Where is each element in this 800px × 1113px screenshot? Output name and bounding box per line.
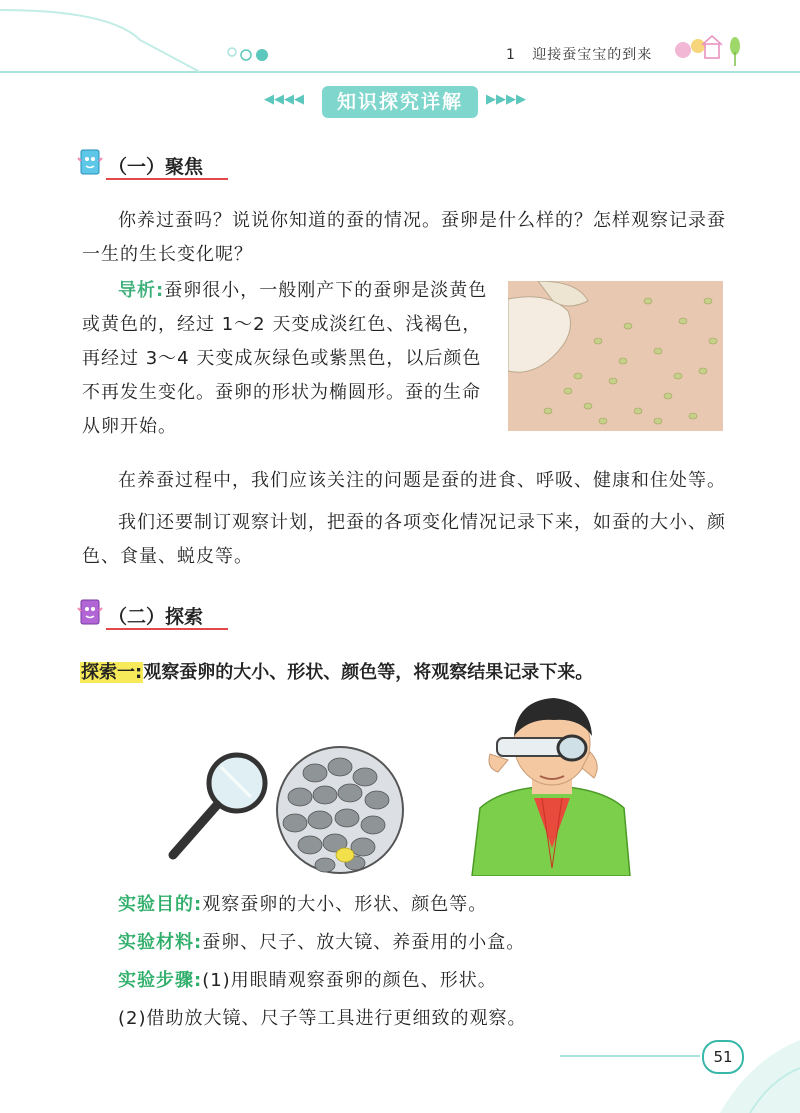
- experiment-step2: (2)借助放大镜、尺子等工具进行更细致的观察。: [118, 1008, 527, 1029]
- header-chapter: 1 迎接蚕宝宝的到来: [506, 47, 653, 63]
- banner-right-arrows: ▶▶▶▶: [486, 92, 526, 107]
- section1-title: （一）聚焦: [108, 156, 204, 178]
- section1-underline: [106, 178, 228, 180]
- materials-label: 实验材料:: [118, 932, 203, 953]
- banner-left-arrows: ◀◀◀◀: [264, 92, 304, 107]
- section2-underline: [106, 628, 228, 630]
- footer-decoration: [560, 1030, 800, 1113]
- section-banner: 知识探究详解: [322, 86, 478, 118]
- guide-label: 导析:: [118, 280, 165, 301]
- section1-para3: 我们还要制订观察计划，把蚕的各项变化情况记录下来，如蚕的大小、颜色、食量、蜕皮等。: [82, 512, 726, 567]
- materials-text: 蚕卵、尺子、放大镜、养蚕用的小盒。: [202, 932, 526, 953]
- experiment-materials: [118, 926, 738, 960]
- magnifier-illustration: [165, 745, 415, 880]
- experiment-purpose: [118, 888, 738, 922]
- section2-title: （二）探索: [108, 606, 204, 628]
- explore-label: 探索一:: [81, 662, 143, 683]
- silkworm-eggs-photo: [508, 281, 723, 431]
- explore-one: [80, 658, 593, 684]
- book-mascot-icon: [76, 596, 104, 630]
- section1-guide: [82, 274, 496, 444]
- purpose-label: 实验目的:: [118, 894, 203, 915]
- header-decoration: [0, 0, 800, 90]
- book-mascot-icon: [76, 146, 104, 180]
- section1-para2: 在养蚕过程中，我们应该关注的问题是蚕的进食、呼吸、健康和住处等。: [118, 470, 726, 491]
- steps-label: 实验步骤:: [118, 970, 203, 991]
- purpose-text: 观察蚕卵的大小、形状、颜色等。: [202, 894, 488, 915]
- boy-with-magnifier-illustration: [462, 698, 642, 876]
- guide-text: 蚕卵很小，一般刚产下的蚕卵是淡黄色或黄色的，经过 1～2 天变成淡红色、浅褐色，再经过 3～4 天变成灰绿色或紫黑色，以后颜色不再发生变化。蚕卵的形状为椭圆形。蚕的生命从卵开始。: [82, 280, 488, 437]
- explore-text: 观察蚕卵的大小、形状、颜色等，将观察结果记录下来。: [143, 662, 594, 683]
- experiment-steps: [118, 964, 738, 998]
- header-title: 迎接蚕宝宝的到来: [532, 47, 653, 63]
- page-number: 51: [702, 1040, 744, 1074]
- step1-text: (1)用眼睛观察蚕卵的颜色、形状。: [202, 970, 497, 991]
- section1-intro: 你养过蚕吗？说说你知道的蚕的情况。蚕卵是什么样的？怎样观察记录蚕一生的生长变化呢？: [82, 210, 726, 265]
